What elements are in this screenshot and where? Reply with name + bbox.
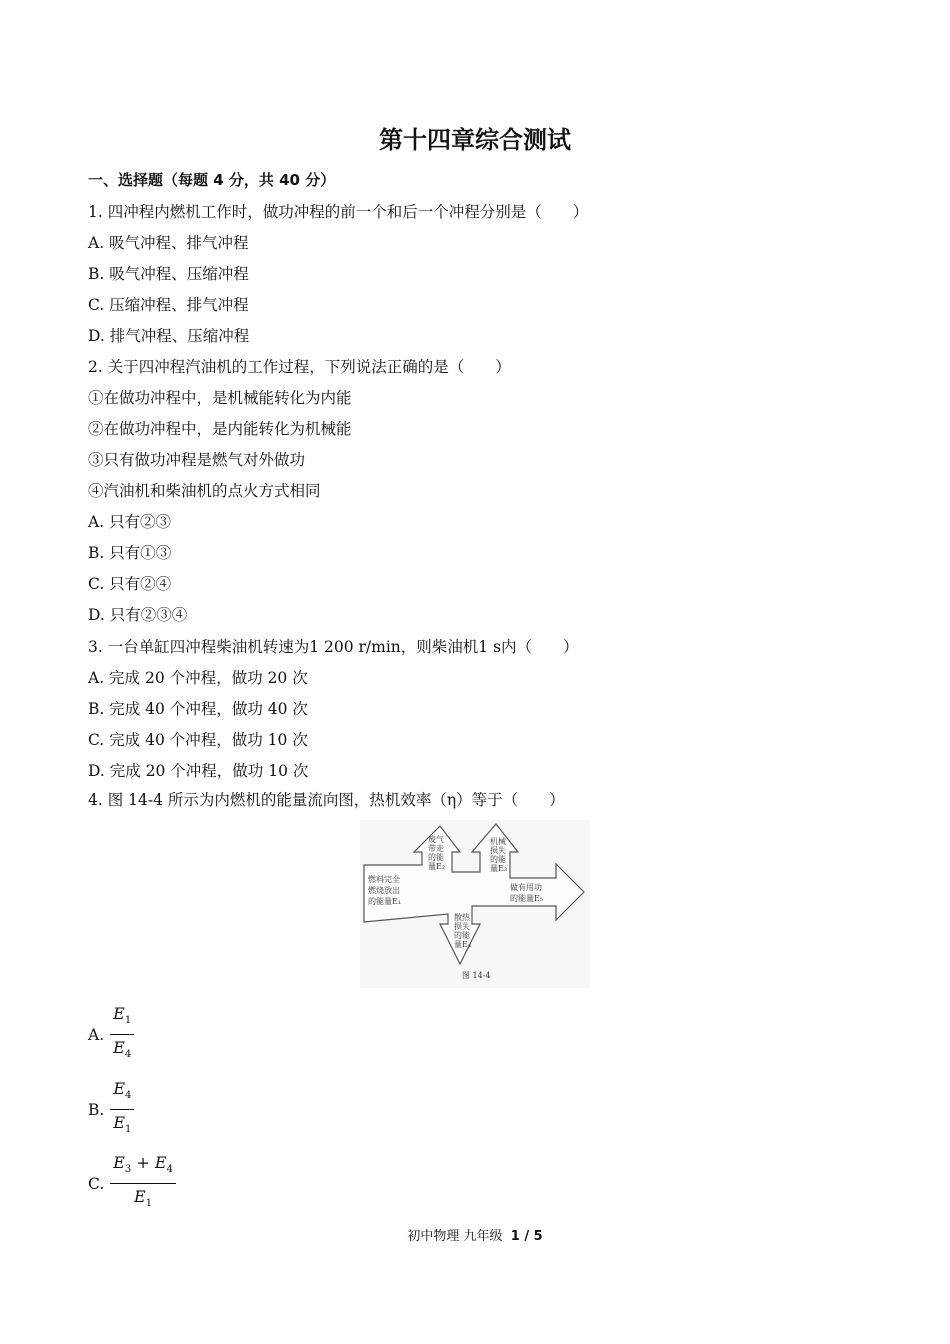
mech-loss-label-4: 量E₃ [490, 864, 508, 873]
footer-subject: 初中物理 九年级 [407, 1229, 503, 1244]
fraction-c-denominator: $E_1$ [134, 1187, 153, 1210]
fraction-bar [110, 1183, 176, 1184]
q3-option-b: B. 完成 40 个冲程，做功 40 次 [88, 700, 308, 718]
heat-loss-label-1: 散热 [454, 913, 470, 922]
q4-option-c [88, 1153, 176, 1214]
q4-option-a [88, 1004, 134, 1065]
heat-loss-label-2: 损失 [454, 922, 470, 931]
heat-loss-label-4: 量E₄ [454, 940, 472, 949]
q3-option-a: A. 完成 20 个冲程，做功 20 次 [88, 669, 308, 687]
q1-option-d: D. 排气冲程、压缩冲程 [88, 327, 250, 345]
q3-option-d: D. 完成 20 个冲程，做功 10 次 [88, 762, 309, 780]
exhaust-label-4: 量E₂ [428, 862, 446, 871]
q2-option-c: C. 只有②④ [88, 575, 172, 593]
page-title: 第十四章综合测试 [379, 126, 571, 154]
q2-statement-3: ③只有做功冲程是燃气对外做功 [88, 451, 306, 469]
fraction-bar [110, 1109, 134, 1110]
mech-loss-label-1: 机械 [490, 837, 506, 846]
q1-option-c: C. 压缩冲程、排气冲程 [88, 296, 249, 314]
fraction-b-numerator: $E_4$ [113, 1079, 132, 1102]
useful-label-1: 做有用功 [510, 883, 542, 892]
q2-option-d: D. 只有②③④ [88, 606, 188, 624]
question-1: 1. 四冲程内燃机工作时，做功冲程的前一个和后一个冲程分别是（ ） [88, 203, 589, 221]
fuel-label-2: 燃烧放出 [368, 886, 400, 895]
fraction-a-denominator: $E_4$ [113, 1038, 132, 1061]
fraction-a [110, 1004, 134, 1065]
q3-option-c: C. 完成 40 个冲程，做功 10 次 [88, 731, 308, 749]
q1-option-b: B. 吸气冲程、压缩冲程 [88, 265, 249, 283]
mech-loss-label-2: 损失 [490, 846, 506, 855]
option-b-label: B. [88, 1100, 105, 1119]
q2-statement-2: ②在做功冲程中，是内能转化为机械能 [88, 420, 352, 438]
q1-option-a: A. 吸气冲程、排气冲程 [88, 234, 249, 252]
option-c-label: C. [88, 1174, 105, 1193]
useful-label-2: 的能量E₅ [510, 894, 544, 903]
energy-flow-diagram [360, 820, 590, 988]
fuel-label-3: 的能量E₁ [368, 897, 402, 906]
q4-option-b [88, 1079, 134, 1140]
exhaust-label-3: 的能 [428, 853, 444, 862]
page-number: 1 / 5 [510, 1229, 543, 1244]
option-a-label: A. [88, 1025, 105, 1044]
fraction-b [110, 1079, 134, 1140]
q2-statement-1: ①在做功冲程中，是机械能转化为内能 [88, 389, 352, 407]
fraction-b-denominator: $E_1$ [113, 1113, 132, 1136]
fuel-label-1: 燃料完全 [368, 875, 400, 884]
fraction-a-numerator: $E_1$ [113, 1004, 132, 1027]
q2-statement-4: ④汽油机和柴油机的点火方式相同 [88, 482, 321, 500]
question-3: 3. 一台单缸四冲程柴油机转速为1 200 r/min，则柴油机1 s内（ ） [88, 638, 579, 656]
exhaust-label-1: 废气 [428, 835, 444, 844]
energy-flow-figure [360, 820, 590, 988]
fraction-bar [110, 1034, 134, 1035]
q2-option-b: B. 只有①③ [88, 544, 172, 562]
exhaust-label-2: 带走 [428, 844, 444, 853]
q2-option-a: A. 只有②③ [88, 513, 172, 531]
question-2: 2. 关于四冲程汽油机的工作过程，下列说法正确的是（ ） [88, 358, 511, 376]
question-4: 4. 图 14-4 所示为内燃机的能量流向图，热机效率（η）等于（ ） [88, 791, 565, 809]
figure-caption: 图 14-4 [462, 971, 491, 980]
fraction-c-numerator: $E_3 + E_4$ [113, 1153, 173, 1176]
heat-loss-label-3: 的能 [454, 931, 470, 940]
mech-loss-label-3: 的能 [490, 855, 506, 864]
page-footer [0, 1228, 950, 1246]
section-heading: 一、选择题（每题 4 分，共 40 分） [88, 171, 336, 189]
fraction-c [110, 1153, 176, 1214]
